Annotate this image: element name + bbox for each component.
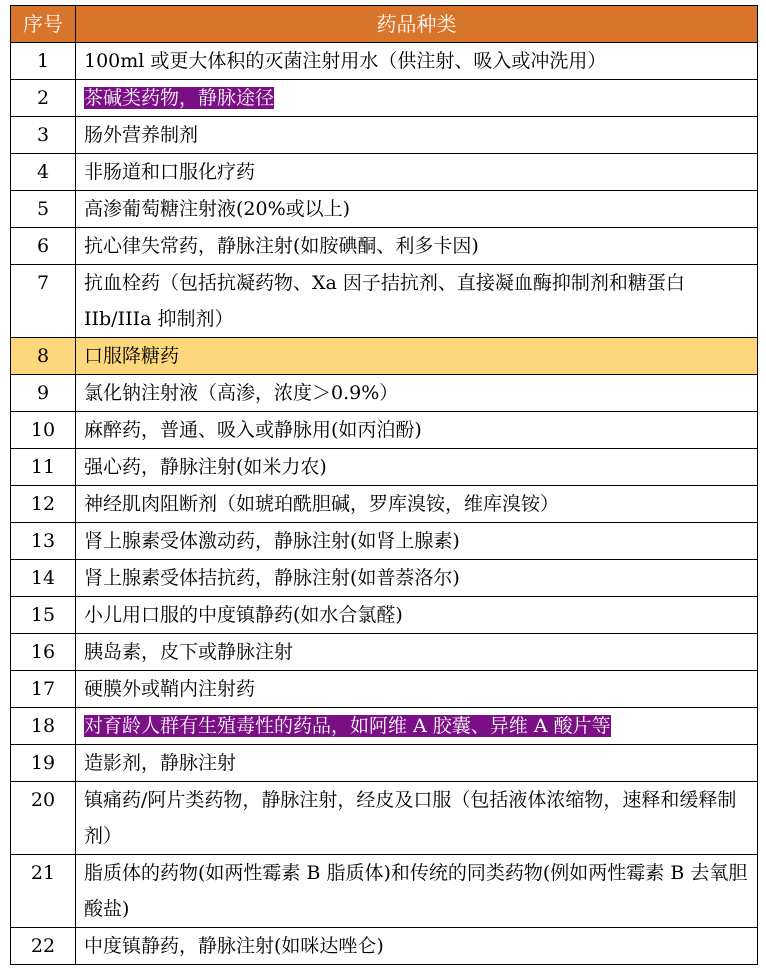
row-number: 7 (11, 265, 76, 338)
row-number: 20 (11, 782, 76, 855)
row-drug-text: 胰岛素，皮下或静脉注射 (84, 641, 294, 663)
row-drug-category (76, 634, 758, 671)
row-number: 11 (11, 449, 76, 486)
row-drug-category (76, 560, 758, 597)
row-number: 18 (11, 708, 76, 745)
table-row (11, 412, 758, 449)
row-drug-category (76, 154, 758, 191)
row-drug-category (76, 597, 758, 634)
row-drug-category (76, 375, 758, 412)
row-number: 21 (11, 855, 76, 928)
row-number: 9 (11, 375, 76, 412)
row-number: 10 (11, 412, 76, 449)
row-drug-category (76, 265, 758, 338)
table-row (11, 782, 758, 855)
row-drug-text: 小儿用口服的中度镇静药(如水合氯醛) (84, 604, 403, 626)
row-number: 14 (11, 560, 76, 597)
row-drug-category (76, 338, 758, 375)
table-header-row (11, 6, 758, 43)
row-drug-category (76, 782, 758, 855)
row-drug-text-highlighted: 对育龄人群有生殖毒性的药品，如阿维 A 胶囊、异维 A 酸片等 (84, 715, 611, 737)
table-row (11, 375, 758, 412)
row-drug-text-highlighted: 口服降糖药 (84, 345, 180, 367)
row-number: 19 (11, 745, 76, 782)
row-drug-text: 抗心律失常药，静脉注射(如胺碘酮、利多卡因) (84, 235, 479, 257)
table-row (11, 486, 758, 523)
row-drug-category (76, 412, 758, 449)
table-row (11, 338, 758, 375)
table-row (11, 228, 758, 265)
row-drug-category (76, 80, 758, 117)
row-number: 1 (11, 43, 76, 80)
row-drug-text: 硬膜外或鞘内注射药 (84, 678, 256, 700)
row-drug-category (76, 671, 758, 708)
row-drug-text: 强心药，静脉注射(如米力农) (84, 456, 327, 478)
row-drug-category (76, 928, 758, 965)
row-drug-category (76, 449, 758, 486)
row-number: 3 (11, 117, 76, 154)
row-number: 6 (11, 228, 76, 265)
row-drug-text: 100ml 或更大体积的灭菌注射用水（供注射、吸入或冲洗用） (84, 50, 607, 72)
table-row (11, 80, 758, 117)
row-drug-text: 镇痛药/阿片类药物，静脉注射，经皮及口服（包括液体浓缩物，速释和缓释制剂） (84, 789, 737, 847)
row-number: 5 (11, 191, 76, 228)
row-number: 8 (11, 338, 76, 375)
row-drug-text-highlighted: 茶碱类药物，静脉途径 (84, 87, 275, 109)
table-row (11, 855, 758, 928)
row-drug-category (76, 708, 758, 745)
table-row (11, 745, 758, 782)
row-number: 15 (11, 597, 76, 634)
header-number: 序号 (11, 6, 76, 43)
table-row (11, 265, 758, 338)
row-drug-category (76, 523, 758, 560)
row-number: 22 (11, 928, 76, 965)
table-row (11, 449, 758, 486)
table-row (11, 560, 758, 597)
table-row (11, 928, 758, 965)
table-row (11, 154, 758, 191)
table-row (11, 597, 758, 634)
row-number: 4 (11, 154, 76, 191)
table-row (11, 523, 758, 560)
table-row (11, 634, 758, 671)
table-row (11, 671, 758, 708)
row-drug-text: 非肠道和口服化疗药 (84, 161, 256, 183)
row-drug-category (76, 43, 758, 80)
row-drug-category (76, 745, 758, 782)
drug-category-table (10, 5, 758, 965)
row-drug-category (76, 191, 758, 228)
row-drug-text: 氯化钠注射液（高渗，浓度＞0.9%） (84, 382, 399, 404)
row-drug-text: 麻醉药，普通、吸入或静脉用(如丙泊酚) (84, 419, 422, 441)
row-drug-text: 高渗葡萄糖注射液(20%或以上) (84, 198, 351, 220)
table-row (11, 191, 758, 228)
row-number: 17 (11, 671, 76, 708)
row-drug-category (76, 486, 758, 523)
row-drug-category (76, 855, 758, 928)
row-number: 13 (11, 523, 76, 560)
row-number: 12 (11, 486, 76, 523)
row-drug-text: 肾上腺素受体拮抗药，静脉注射(如普萘洛尔) (84, 567, 460, 589)
row-drug-category (76, 117, 758, 154)
row-drug-text: 中度镇静药，静脉注射(如咪达唑仑) (84, 935, 384, 957)
row-drug-text: 造影剂，静脉注射 (84, 752, 237, 774)
row-drug-text: 脂质体的药物(如两性霉素 B 脂质体)和传统的同类药物(例如两性霉素 B 去氧胆酸盐) (84, 862, 748, 920)
table-row (11, 708, 758, 745)
table-row (11, 43, 758, 80)
row-number: 16 (11, 634, 76, 671)
row-drug-text: 肾上腺素受体激动药，静脉注射(如肾上腺素) (84, 530, 460, 552)
row-drug-text: 神经肌肉阻断剂（如琥珀酰胆碱，罗库溴铵，维库溴铵） (84, 493, 560, 515)
row-number: 2 (11, 80, 76, 117)
row-drug-text: 抗血栓药（包括抗凝药物、Xa 因子拮抗剂、直接凝血酶抑制剂和糖蛋白 IIb/IIIa 抑制剂） (84, 272, 685, 330)
row-drug-text: 肠外营养制剂 (84, 124, 199, 146)
row-drug-category (76, 228, 758, 265)
table-row (11, 117, 758, 154)
header-drug-category: 药品种类 (76, 6, 758, 43)
